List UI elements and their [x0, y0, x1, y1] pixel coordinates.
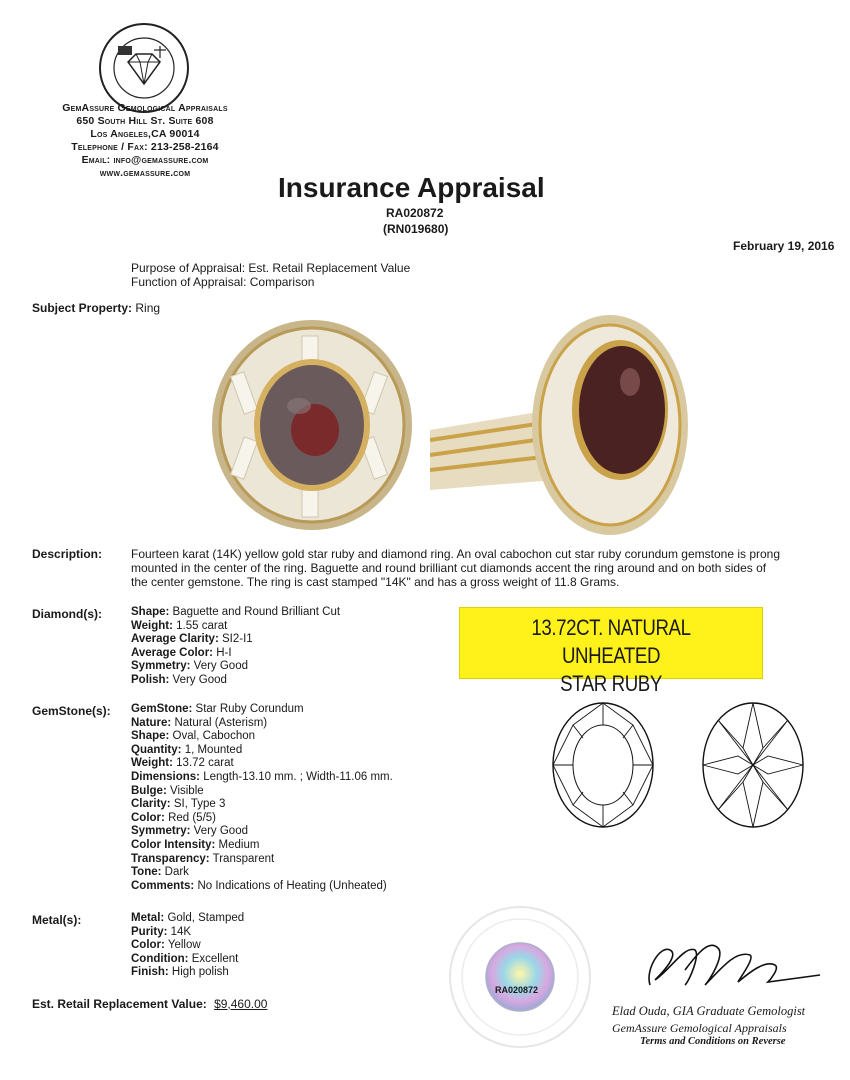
metal-row: Condition: Excellent: [131, 952, 239, 965]
company-address-line1: 650 South Hill St. Suite 608: [76, 115, 214, 127]
gemstone-row: Clarity: SI, Type 3: [131, 798, 226, 811]
retail-value-label: Est. Retail Replacement Value:: [32, 997, 207, 1011]
gemstone-row: Comments: No Indications of Heating (Unheated): [131, 879, 387, 892]
diamond-row: Symmetry: Very Good: [131, 660, 248, 673]
diamonds-label: Diamond(s):: [32, 607, 102, 621]
diamond-row: Polish: Very Good: [131, 673, 227, 686]
appraisal-date: February 19, 2016: [733, 239, 835, 253]
gemstone-details: [131, 703, 393, 893]
seal-number: RA020872: [495, 985, 539, 995]
gemstone-row: Nature: Natural (Asterism): [131, 716, 268, 729]
highlight-line-1: 13.72CT. NATURAL UNHEATED: [531, 615, 691, 668]
signatory-name: Elad Ouda, GIA Graduate Gemologist: [612, 1004, 806, 1018]
gemstone-row: Tone: Dark: [131, 866, 189, 879]
description-line-2: mounted in the center of the ring. Baguette and round brilliant cut diamonds accent the ring around and on both sides of: [131, 561, 767, 575]
gemstone-row: Dimensions: Length-13.10 mm. ; Width-11.06 mm.: [131, 770, 393, 783]
terms-notice: Terms and Conditions on Reverse: [640, 1036, 786, 1047]
oval-cut-diagram-side: [548, 698, 658, 833]
gemstone-row: Color: Red (5/5): [131, 811, 216, 824]
highlight-line-2: STAR RUBY: [560, 671, 662, 696]
company-website: www.gemassure.com: [99, 167, 191, 179]
purpose-of-appraisal: Purpose of Appraisal: Est. Retail Replacement Value: [131, 261, 411, 275]
gemstones-label: GemStone(s):: [32, 704, 111, 718]
metal-row: Color: Yellow: [131, 939, 201, 952]
gemstone-row: GemStone: Star Ruby Corundum: [131, 703, 304, 715]
subject-property-label: Subject Property:: [32, 301, 133, 315]
metal-row: Finish: High polish: [131, 966, 229, 979]
retail-value-amount: $9,460.00: [214, 997, 268, 1011]
function-of-appraisal: Function of Appraisal: Comparison: [131, 275, 315, 289]
gemstone-row: Bulge: Visible: [131, 784, 204, 797]
description-label: Description:: [32, 547, 103, 561]
gemstone-row: Color Intensity: Medium: [131, 838, 260, 851]
gemstone-row: Transparency: Transparent: [131, 852, 275, 865]
diamond-row: Weight: 1.55 carat: [131, 619, 228, 632]
ring-photo-front: [207, 318, 417, 533]
appraisal-number: RA020872: [386, 206, 444, 220]
ring-photo-side: [430, 310, 690, 540]
company-name: GemAssure Gemological Appraisals: [62, 102, 228, 114]
gemstone-row: Shape: Oval, Cabochon: [131, 730, 256, 743]
diamond-row: Average Color: H-I: [131, 646, 232, 659]
company-email: Email: info@gemassure.com: [81, 154, 209, 166]
oval-cut-diagram-top: [698, 698, 808, 833]
hologram-seal: [440, 905, 600, 1055]
company-address-line2: Los Angeles,CA 90014: [90, 128, 200, 140]
signatory-company: GemAssure Gemological Appraisals: [612, 1021, 787, 1035]
description-line-3: the center gemstone. The ring is cast stamped "14K" and has a gross weight of 11.8 Grams.: [131, 575, 620, 589]
diamonds-details: [131, 606, 340, 688]
gemstone-row: Symmetry: Very Good: [131, 825, 248, 838]
signature-image: [640, 930, 830, 1000]
subject-property-value: Ring: [135, 301, 161, 315]
diamond-row: Shape: Baguette and Round Brilliant Cut: [131, 606, 341, 618]
company-phone: Telephone / Fax: 213-258-2164: [71, 141, 219, 153]
gemstone-row: Quantity: 1, Mounted: [131, 743, 243, 756]
reference-number: (RN019680): [383, 222, 449, 236]
metal-details: [131, 912, 244, 980]
metal-row: Metal: Gold, Stamped: [131, 912, 245, 924]
metals-label: Metal(s):: [32, 913, 82, 927]
document-title: Insurance Appraisal: [278, 172, 545, 203]
description-line-1: Fourteen karat (14K) yellow gold star ruby and diamond ring. An oval cabochon cut star ruby corundum gemstone is prong: [131, 547, 781, 561]
diamond-row: Average Clarity: SI2-I1: [131, 633, 253, 646]
metal-row: Purity: 14K: [131, 925, 192, 938]
company-logo: [98, 22, 190, 114]
highlight-label: [459, 607, 763, 696]
gemstone-row: Weight: 13.72 carat: [131, 757, 234, 770]
